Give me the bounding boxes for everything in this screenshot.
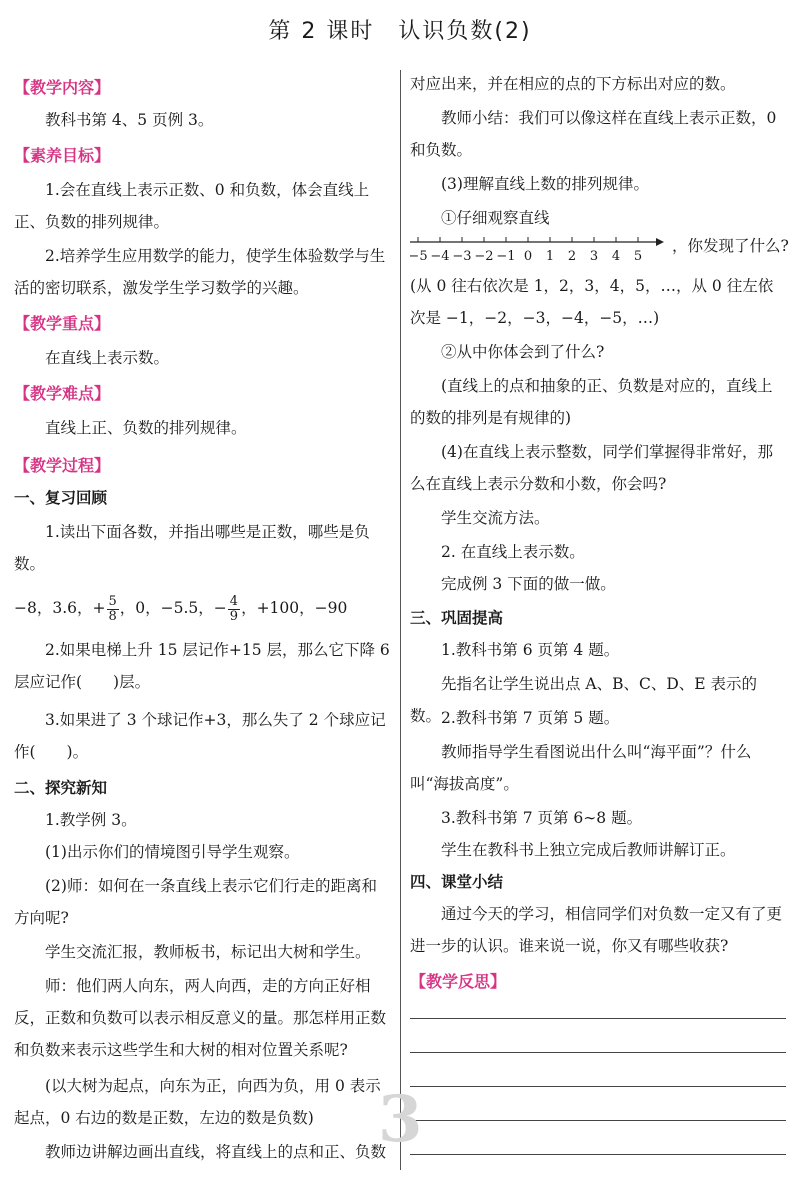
- goal-2: 2.培养学生应用数学的能力，使学生体验数学与生活的密切联系，激发学生学习数学的兴趣。: [14, 247, 386, 297]
- section-review: 一、复习回顾: [14, 489, 108, 507]
- summary-text: 通过今天的学习，相信同学们对负数一定又有了更进一步的认识。谁来说一说，你又有哪些收获?: [410, 905, 783, 955]
- consolidate-2: 2.教科书第 7 页第 5 题。: [441, 709, 620, 727]
- number-line-question: ，你发现了什么?: [672, 237, 789, 255]
- reflection-line-4: [410, 1120, 786, 1121]
- continued-text: 对应出来，并在相应的点的下方标出对应的数。: [410, 75, 736, 93]
- tick-label: −5: [410, 249, 428, 264]
- consolidate-1-detail: 先指名让学生说出点 A、B、C、D、E 表示的数。: [410, 675, 758, 725]
- section-consolidate: 三、巩固提高: [410, 609, 504, 627]
- review-q2: 2.如果电梯上升 15 层记作+15 层，那么它下降 6 层应记作( )层。: [14, 641, 390, 691]
- minor-ticks: [418, 237, 638, 242]
- fraction-5-8: [107, 595, 119, 624]
- page-title: 第 2 课时 认识负数(2): [268, 19, 532, 44]
- page-number: 3: [378, 1082, 423, 1157]
- frac1-numerator: 5: [108, 593, 117, 609]
- section-summary: 四、课堂小结: [410, 873, 504, 891]
- explore-7: 教师边讲解边画出直线，将直线上的点和正、负数: [45, 1143, 387, 1161]
- number-list: [14, 588, 390, 628]
- fraction-4-9: [228, 595, 240, 624]
- numbers-b: ，0，−5.5，−: [119, 599, 227, 617]
- section-explore: 二、探究新知: [14, 779, 108, 797]
- tick-label: −4: [430, 249, 450, 264]
- tick-label: 1: [545, 249, 555, 264]
- heading-key: 【教学重点】: [14, 314, 111, 333]
- heading-goals: 【素养目标】: [14, 146, 111, 165]
- tick-label: 2: [567, 249, 577, 264]
- heading-reflection: 【教学反思】: [410, 972, 507, 991]
- consolidate-3: 3.教科书第 7 页第 6∼8 题。: [441, 809, 643, 827]
- teacher-summary: 教师小结：我们可以像这样在直线上表示正数，0 和负数。: [410, 109, 777, 159]
- tick-label: 4: [611, 249, 621, 264]
- explore-3: (2)师：如何在一条直线上表示它们行走的距离和方向呢?: [14, 877, 377, 927]
- reflection-line-5: [410, 1154, 786, 1155]
- reflection-line-3: [410, 1086, 786, 1087]
- tick-labels: [410, 249, 642, 264]
- explore-6: (以大树为起点，向东为正，向西为负，用 0 表示起点，0 右边的数是正数，左边的数是负数): [14, 1077, 381, 1127]
- review-q1: 1.读出下面各数，并指出哪些是正数，哪些是负数。: [14, 523, 370, 573]
- explore-1: 1.教学例 3。: [45, 811, 137, 829]
- insight-answer: (直线上的点和抽象的正、负数是对应的，直线上的数的排列是有规律的): [410, 377, 773, 427]
- consolidate-1: 1.教科书第 6 页第 4 题。: [441, 641, 620, 659]
- insight-question: ②从中你体会到了什么?: [441, 343, 605, 361]
- tick-label: 3: [589, 249, 599, 264]
- explore-4: 学生交流汇报，教师板书，标记出大树和学生。: [45, 943, 371, 961]
- heading-process: 【教学过程】: [14, 456, 111, 475]
- review-q3: 3.如果进了 3 个球记作+3，那么失了 2 个球应记作( )。: [14, 711, 386, 761]
- tick-label: −2: [474, 249, 494, 264]
- observation-answer: (从 0 往右依次是 1，2，3，4，5，…，从 0 往左依次是 −1，−2，−3，−4，−5，…): [410, 277, 774, 327]
- number-line: [410, 230, 670, 270]
- represent-numbers: 2. 在直线上表示数。: [441, 543, 585, 561]
- tick-label: 5: [633, 249, 643, 264]
- student-exchange: 学生交流方法。: [441, 509, 550, 527]
- heading-content: 【教学内容】: [14, 78, 111, 97]
- arrow-right-icon: [656, 238, 664, 246]
- observe-line: ①仔细观察直线: [441, 209, 550, 227]
- reflection-line-2: [410, 1052, 786, 1053]
- heading-difficulty: 【教学难点】: [14, 384, 111, 403]
- tick-label: 0: [523, 249, 533, 264]
- number-line-svg: [410, 230, 670, 266]
- explore-2: (1)出示你们的情境图引导学生观察。: [45, 843, 300, 861]
- difficulty-text: 直线上正、负数的排列规律。: [45, 419, 247, 437]
- frac2-numerator: 4: [229, 593, 239, 609]
- frac2-denominator: 9: [229, 608, 239, 624]
- content-text: 教科书第 4、5 页例 3。: [45, 111, 214, 129]
- frac1-denominator: 8: [108, 608, 117, 624]
- reflection-line-1: [410, 1018, 786, 1019]
- tick-label: −3: [452, 249, 472, 264]
- explore-5: 师：他们两人向东，两人向西，走的方向正好相反，正数和负数可以表示相反意义的量。那怎样用正数和负数来表示这些学生和大树的相对位置关系呢?: [14, 977, 387, 1059]
- tick-label: −1: [496, 249, 516, 264]
- step-4: (4)在直线上表示整数，同学们掌握得非常好，那么在直线上表示分数和小数，你会吗?: [410, 443, 773, 493]
- goal-1: 1.会在直线上表示正数、0 和负数，体会直线上正、负数的排列规律。: [14, 181, 370, 231]
- consolidate-3-detail: 学生在教科书上独立完成后教师讲解订正。: [441, 841, 736, 859]
- column-divider: [400, 70, 401, 1170]
- complete-exercise: 完成例 3 下面的做一做。: [441, 575, 616, 593]
- numbers-a: −8，3.6，+: [14, 599, 106, 617]
- numbers-c: ，+100，−90: [241, 599, 348, 617]
- step-3: (3)理解直线上数的排列规律。: [441, 175, 649, 193]
- key-text: 在直线上表示数。: [45, 349, 170, 367]
- consolidate-2-detail: 教师指导学生看图说出什么叫“海平面”？什么叫“海拔高度”。: [410, 743, 752, 793]
